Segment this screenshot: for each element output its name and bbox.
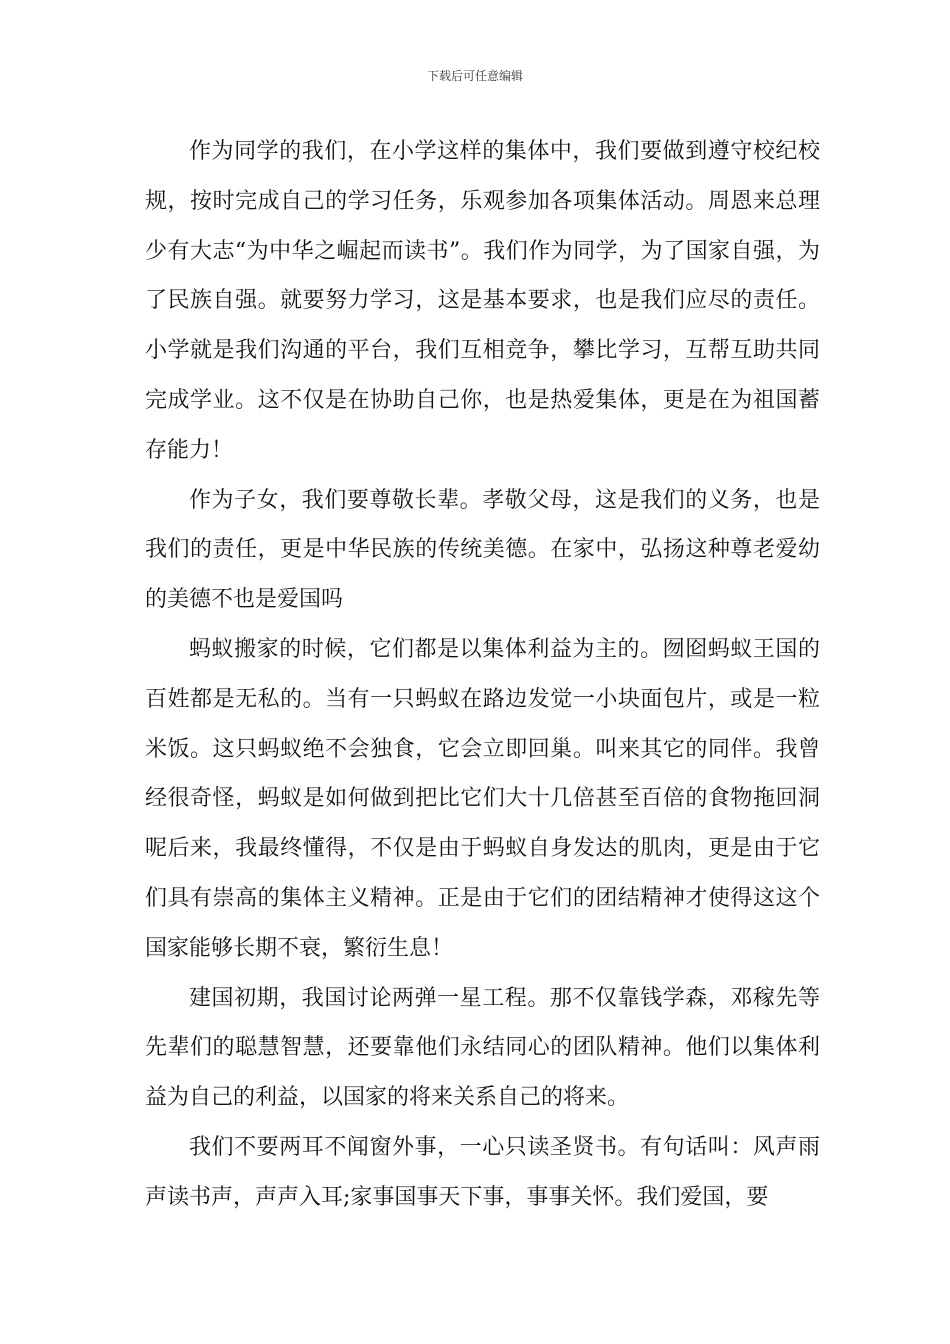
document-body bbox=[145, 127, 820, 1223]
paragraph: 蚂蚁搬家的时候，它们都是以集体利益为主的。囫囵蚂蚁王国的百姓都是无私的。当有一只蚂蚁在路边发觉一小块面包片，或是一粒米饭。这只蚂蚁绝不会独食，它会立即回巢。叫来其它的同伴。我曾经很奇怪，蚂蚁是如何做到把比它们大十几倍甚至百倍的食物拖回洞呢后来，我最终懂得，不仅是由于蚂蚁自身发达的肌肉，更是由于它们具有崇高的集体主义精神。正是由于它们的团结精神才使得这这个国家能够长期不衰，繁衍生息！ bbox=[145, 636, 820, 961]
paragraph: 作为子女，我们要尊敬长辈。孝敬父母，这是我们的义务，也是我们的责任，更是中华民族的传统美德。在家中，弘扬这种尊老爱幼的美德不也是爱国吗 bbox=[145, 487, 820, 613]
page-header: 下载后可任意编辑 bbox=[426, 69, 523, 83]
paragraph: 我们不要两耳不闻窗外事，一心只读圣贤书。有句话叫：风声雨声读书声，声声入耳;家事国事天下事，事事关怀。我们爱国，要 bbox=[145, 1134, 820, 1210]
paragraph: 作为同学的我们，在小学这样的集体中，我们要做到遵守校纪校规，按时完成自己的学习任务，乐观参加各项集体活动。周恩来总理少有大志“为中华之崛起而读书”。我们作为同学，为了国家自强，为了民族自强。就要努力学习，这是基本要求，也是我们应尽的责任。小学就是我们沟通的平台，我们互相竞争，攀比学习，互帮互助共同完成学业。这不仅是在协助自己你，也是热爱集体，更是在为祖国蓄存能力！ bbox=[145, 139, 820, 463]
paragraph: 建国初期，我国讨论两弹一星工程。那不仅靠钱学森，邓稼先等先辈们的聪慧智慧，还要靠他们永结同心的团队精神。他们以集体利益为自己的利益，以国家的将来关系自己的将来。 bbox=[145, 985, 820, 1111]
